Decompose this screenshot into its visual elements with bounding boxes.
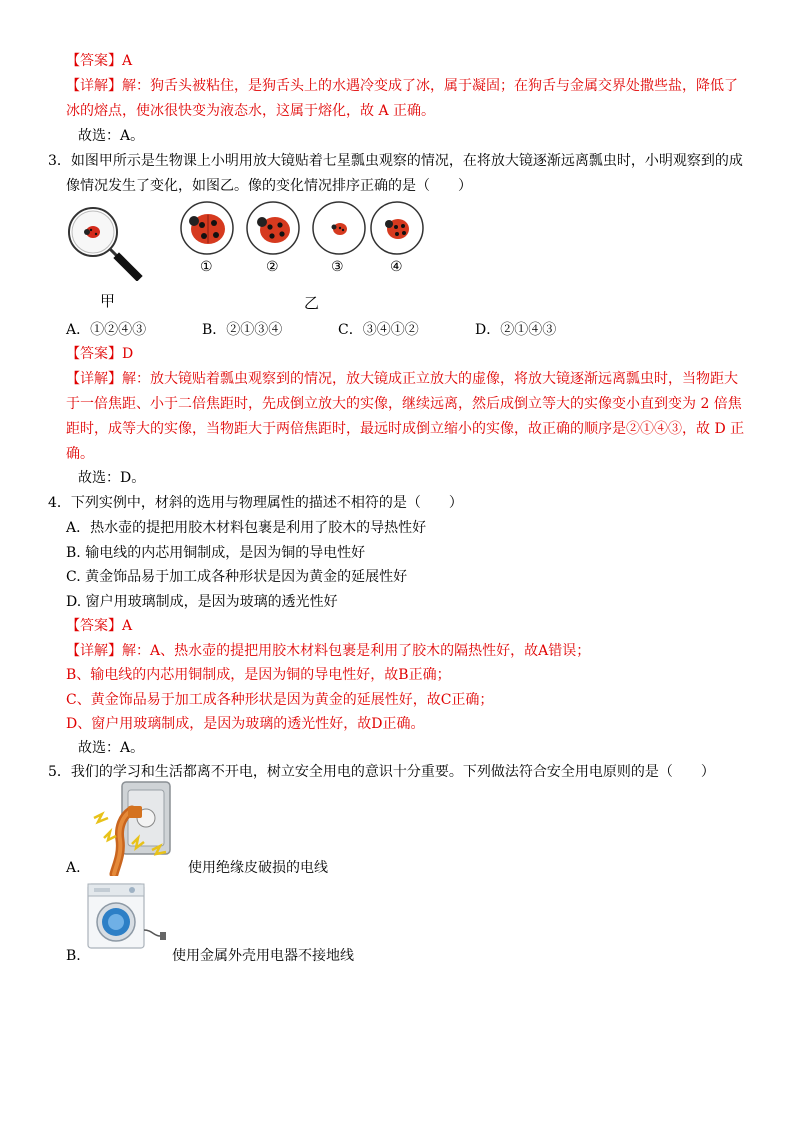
- q2-choose: 故选：A。: [78, 128, 145, 144]
- figure-yi-image-4: [368, 199, 426, 257]
- q3-option-d: D．②①④③: [475, 322, 557, 338]
- q5-option-b-letter: B.: [66, 948, 81, 964]
- q3-detail-line-4: 确。: [66, 446, 94, 462]
- figure-jia-label: 甲: [100, 292, 116, 310]
- q5-option-b-picture: [86, 880, 170, 952]
- q3-stem-line-2: 像情况发生了变化，如图乙。像的变化情况排序正确的是（ ）: [66, 178, 472, 194]
- figure-yi-label-3: ③: [331, 259, 344, 275]
- figure-yi-image-3: [310, 199, 368, 257]
- figure-yi-label-2: ②: [266, 259, 279, 275]
- q3-detail-line-3: 距时，成等大的实像，当物距大于两倍焦距时，最远时成倒立缩小的实像，故正确的顺序是②①④③，故 D 正: [66, 421, 745, 437]
- figure-yi-label-1: ①: [200, 259, 213, 275]
- q4-detail-line-2: B、输电线的内芯用铜制成，是因为铜的导电性好，故B正确；: [66, 667, 451, 683]
- figure-yi-label: 乙: [304, 294, 320, 312]
- q5-option-a-text: 使用绝缘皮破损的电线: [188, 860, 328, 876]
- q3-detail-line-2: 于一倍焦距、小于二倍焦距时，先成倒立放大的实像，继续远离，然后成倒立等大的实像变小直到变为 2 倍焦: [66, 396, 742, 412]
- q3-option-c: C．③④①②: [338, 322, 419, 338]
- q4-option-a: A．热水壶的提把用胶木材料包裹是利用了胶木的导热性好: [66, 520, 427, 536]
- q3-choose: 故选：D。: [78, 470, 146, 486]
- figure-yi-image-2: [244, 199, 302, 257]
- q2-detail-line-1: 【详解】解：狗舌头被粘住，是狗舌头上的水遇冷变成了冰，属于凝固；在狗舌与金属交界处撒些盐，降低了: [66, 78, 738, 94]
- q2-answer: 【答案】A: [66, 53, 133, 69]
- q3-option-a: A．①②④③: [66, 322, 147, 338]
- q3-stem-line-1: 3．如图甲所示是生物课上小明用放大镜贴着七星瓢虫观察的情况，在将放大镜逐渐远离瓢虫时，小明观察到的成: [48, 153, 743, 169]
- q4-detail-line-1: 【详解】解：A、热水壶的提把用胶木材料包裹是利用了胶木的隔热性好，故A错误；: [66, 643, 591, 659]
- q4-option-c: C. 黄金饰品易于加工成各种形状是因为黄金的延展性好: [66, 569, 408, 585]
- q4-detail-line-4: D、窗户用玻璃制成，是因为玻璃的透光性好，故D正确。: [66, 716, 425, 732]
- figure-jia-magnifier: [66, 205, 146, 281]
- q5-option-a-picture: [88, 780, 184, 876]
- q3-detail-line-1: 【详解】解：放大镜贴着瓢虫观察到的情况，放大镜成正立放大的虚像，将放大镜逐渐远离瓢虫时，当物距大: [66, 371, 738, 387]
- q5-stem: 5．我们的学习和生活都离不开电，树立安全用电的意识十分重要。下列做法符合安全用电原则的是（ ）: [48, 764, 715, 780]
- q4-option-b: B. 输电线的内芯用铜制成，是因为铜的导电性好: [66, 545, 366, 561]
- q4-detail-line-3: C、黄金饰品易于加工成各种形状是因为黄金的延展性好，故C正确；: [66, 692, 494, 708]
- q4-answer: 【答案】A: [66, 618, 133, 634]
- q2-detail-line-2: 冰的熔点，使冰很快变为液态水，这属于熔化，故 A 正确。: [66, 103, 436, 119]
- figure-yi-label-4: ④: [390, 259, 403, 275]
- q5-option-b-text: 使用金属外壳用电器不接地线: [172, 948, 354, 964]
- q3-option-b: B．②①③④: [202, 322, 283, 338]
- q4-choose: 故选：A。: [78, 740, 145, 756]
- q4-option-d: D. 窗户用玻璃制成，是因为玻璃的透光性好: [66, 594, 338, 610]
- q5-option-a-letter: A.: [66, 860, 81, 876]
- q4-stem: 4．下列实例中，材斜的选用与物理属性的描述不相符的是（ ）: [48, 495, 463, 511]
- figure-yi-image-1: [178, 199, 236, 257]
- q3-answer: 【答案】D: [66, 346, 134, 362]
